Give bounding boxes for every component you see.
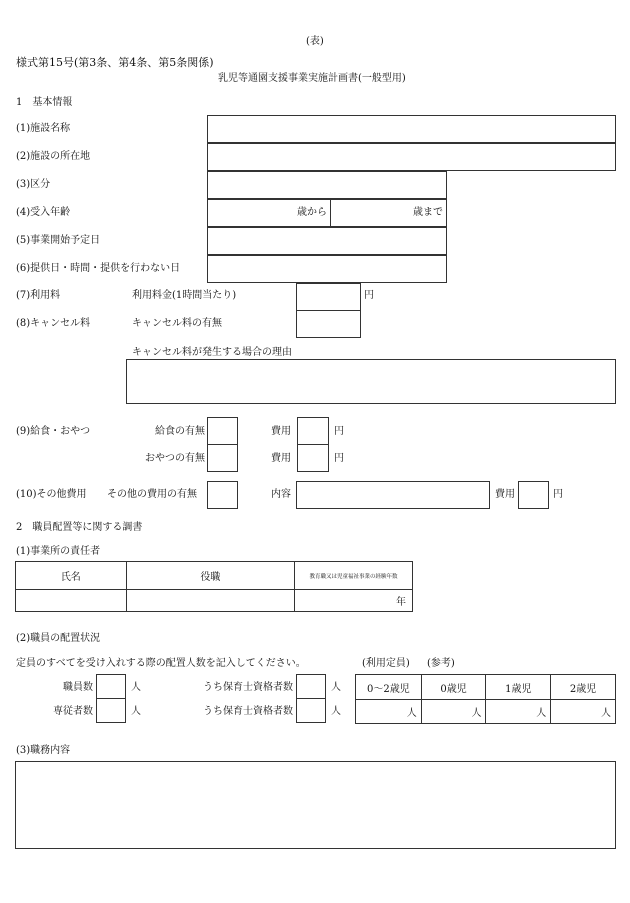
age-label: (4)受入年齢 [16,207,71,218]
facility-address-label: (2)施設の所在地 [16,151,91,162]
capacity-2-input[interactable] [551,700,616,724]
other-presence-label: その他の費用の有無 [107,489,197,500]
other-content-input[interactable] [296,481,490,509]
page-title: 乳児等通園支援事業実施計画書(一般型用) [218,73,406,84]
person-unit: 人 [601,708,611,719]
service-days-input[interactable] [207,255,447,283]
person-unit: 人 [536,708,547,719]
fulltime-input[interactable] [96,698,126,723]
other-cost-input[interactable] [518,481,549,509]
duties-input[interactable] [15,761,616,849]
section1-heading: 1 基本情報 [16,97,73,108]
age-from-suffix: 歳から [297,207,327,218]
capacity-col-0-2: 0〜2歳児 [356,675,422,700]
staffing-heading: (2)職員の配置状況 [16,633,101,644]
person-unit: 人 [471,708,482,719]
lunch-presence-input[interactable] [207,417,238,445]
staff-count-label: 職員数 [63,682,93,693]
fulltime-qualified-label: うち保育士資格者数 [203,706,293,717]
snack-cost-unit: 円 [334,453,344,464]
lunch-cost-unit: 円 [334,426,344,437]
manager-col-position: 役職 [126,562,294,590]
other-presence-input[interactable] [207,481,238,509]
capacity-0-input[interactable] [421,700,486,724]
facility-address-input[interactable] [207,143,616,171]
other-content-label: 内容 [271,489,291,500]
manager-heading: (1)事業所の責任者 [16,546,101,557]
facility-name-label: (1)施設名称 [16,123,71,134]
manager-table [15,561,413,612]
fee-sublabel: 利用料金(1時間当たり) [132,290,237,301]
staffing-instruction: 定員のすべてを受け入れする際の配置人数を記入してください。 [16,658,306,669]
capacity-col-0: 0歳児 [421,675,486,700]
capacity-1-input[interactable] [486,700,551,724]
snack-label: おやつの有無 [145,453,205,464]
other-cost-unit: 円 [553,489,563,500]
staff-qualified-unit: 人 [331,682,341,693]
other-cost-label: 費用 [495,489,515,500]
lunch-cost-input[interactable] [297,417,329,445]
meals-label: (9)給食・おやつ [16,426,91,437]
fulltime-qualified-unit: 人 [331,706,341,717]
fee-label: (7)利用料 [16,290,61,301]
years-unit: 年 [396,597,406,608]
fulltime-qualified-input[interactable] [296,698,326,723]
other-fee-label: (10)その他費用 [16,489,87,500]
start-date-label: (5)事業開始予定日 [16,235,101,246]
staff-count-unit: 人 [131,682,141,693]
manager-col-name: 氏名 [16,562,127,590]
capacity-0-2-input[interactable] [356,700,422,724]
capacity-table [355,674,616,724]
manager-col-experience: 教育職又は児童福祉事業の経験年数 [295,562,413,590]
cancel-reason-label: キャンセル料が発生する場合の理由 [132,347,292,358]
snack-cost-input[interactable] [297,444,329,472]
cancel-reason-input[interactable] [126,359,616,404]
category-input[interactable] [207,171,447,199]
side-label: (表) [306,36,324,47]
fee-input[interactable] [296,283,361,311]
reference-label: (参考) [427,658,455,669]
capacity-col-1: 1歳児 [486,675,551,700]
age-to-suffix: 歳まで [413,207,443,218]
snack-presence-input[interactable] [207,444,238,472]
capacity-label: (利用定員) [362,658,410,669]
person-unit: 人 [406,708,417,719]
service-days-label: (6)提供日・時間・提供を行わない日 [16,263,181,274]
section2-heading: 2 職員配置等に関する調書 [16,522,143,533]
cancel-presence-input[interactable] [296,310,361,338]
duties-heading: (3)職務内容 [16,745,71,756]
lunch-label: 給食の有無 [155,426,205,437]
snack-cost-label: 費用 [271,453,291,464]
fulltime-label: 専従者数 [53,706,93,717]
staff-qualified-input[interactable] [296,674,326,699]
cancel-label: (8)キャンセル料 [16,318,91,329]
fulltime-unit: 人 [131,706,141,717]
fee-unit: 円 [364,290,374,301]
start-date-input[interactable] [207,227,447,255]
staff-qualified-label: うち保育士資格者数 [203,682,293,693]
category-label: (3)区分 [16,179,51,190]
lunch-cost-label: 費用 [271,426,291,437]
manager-experience-input[interactable] [295,590,413,612]
form-number: 様式第15号(第3条、第4条、第5条関係) [16,56,214,69]
staff-count-input[interactable] [96,674,126,699]
facility-name-input[interactable] [207,115,616,143]
manager-position-input[interactable] [126,590,294,612]
cancel-sublabel: キャンセル料の有無 [132,318,222,329]
manager-name-input[interactable] [16,590,127,612]
capacity-col-2: 2歳児 [551,675,616,700]
